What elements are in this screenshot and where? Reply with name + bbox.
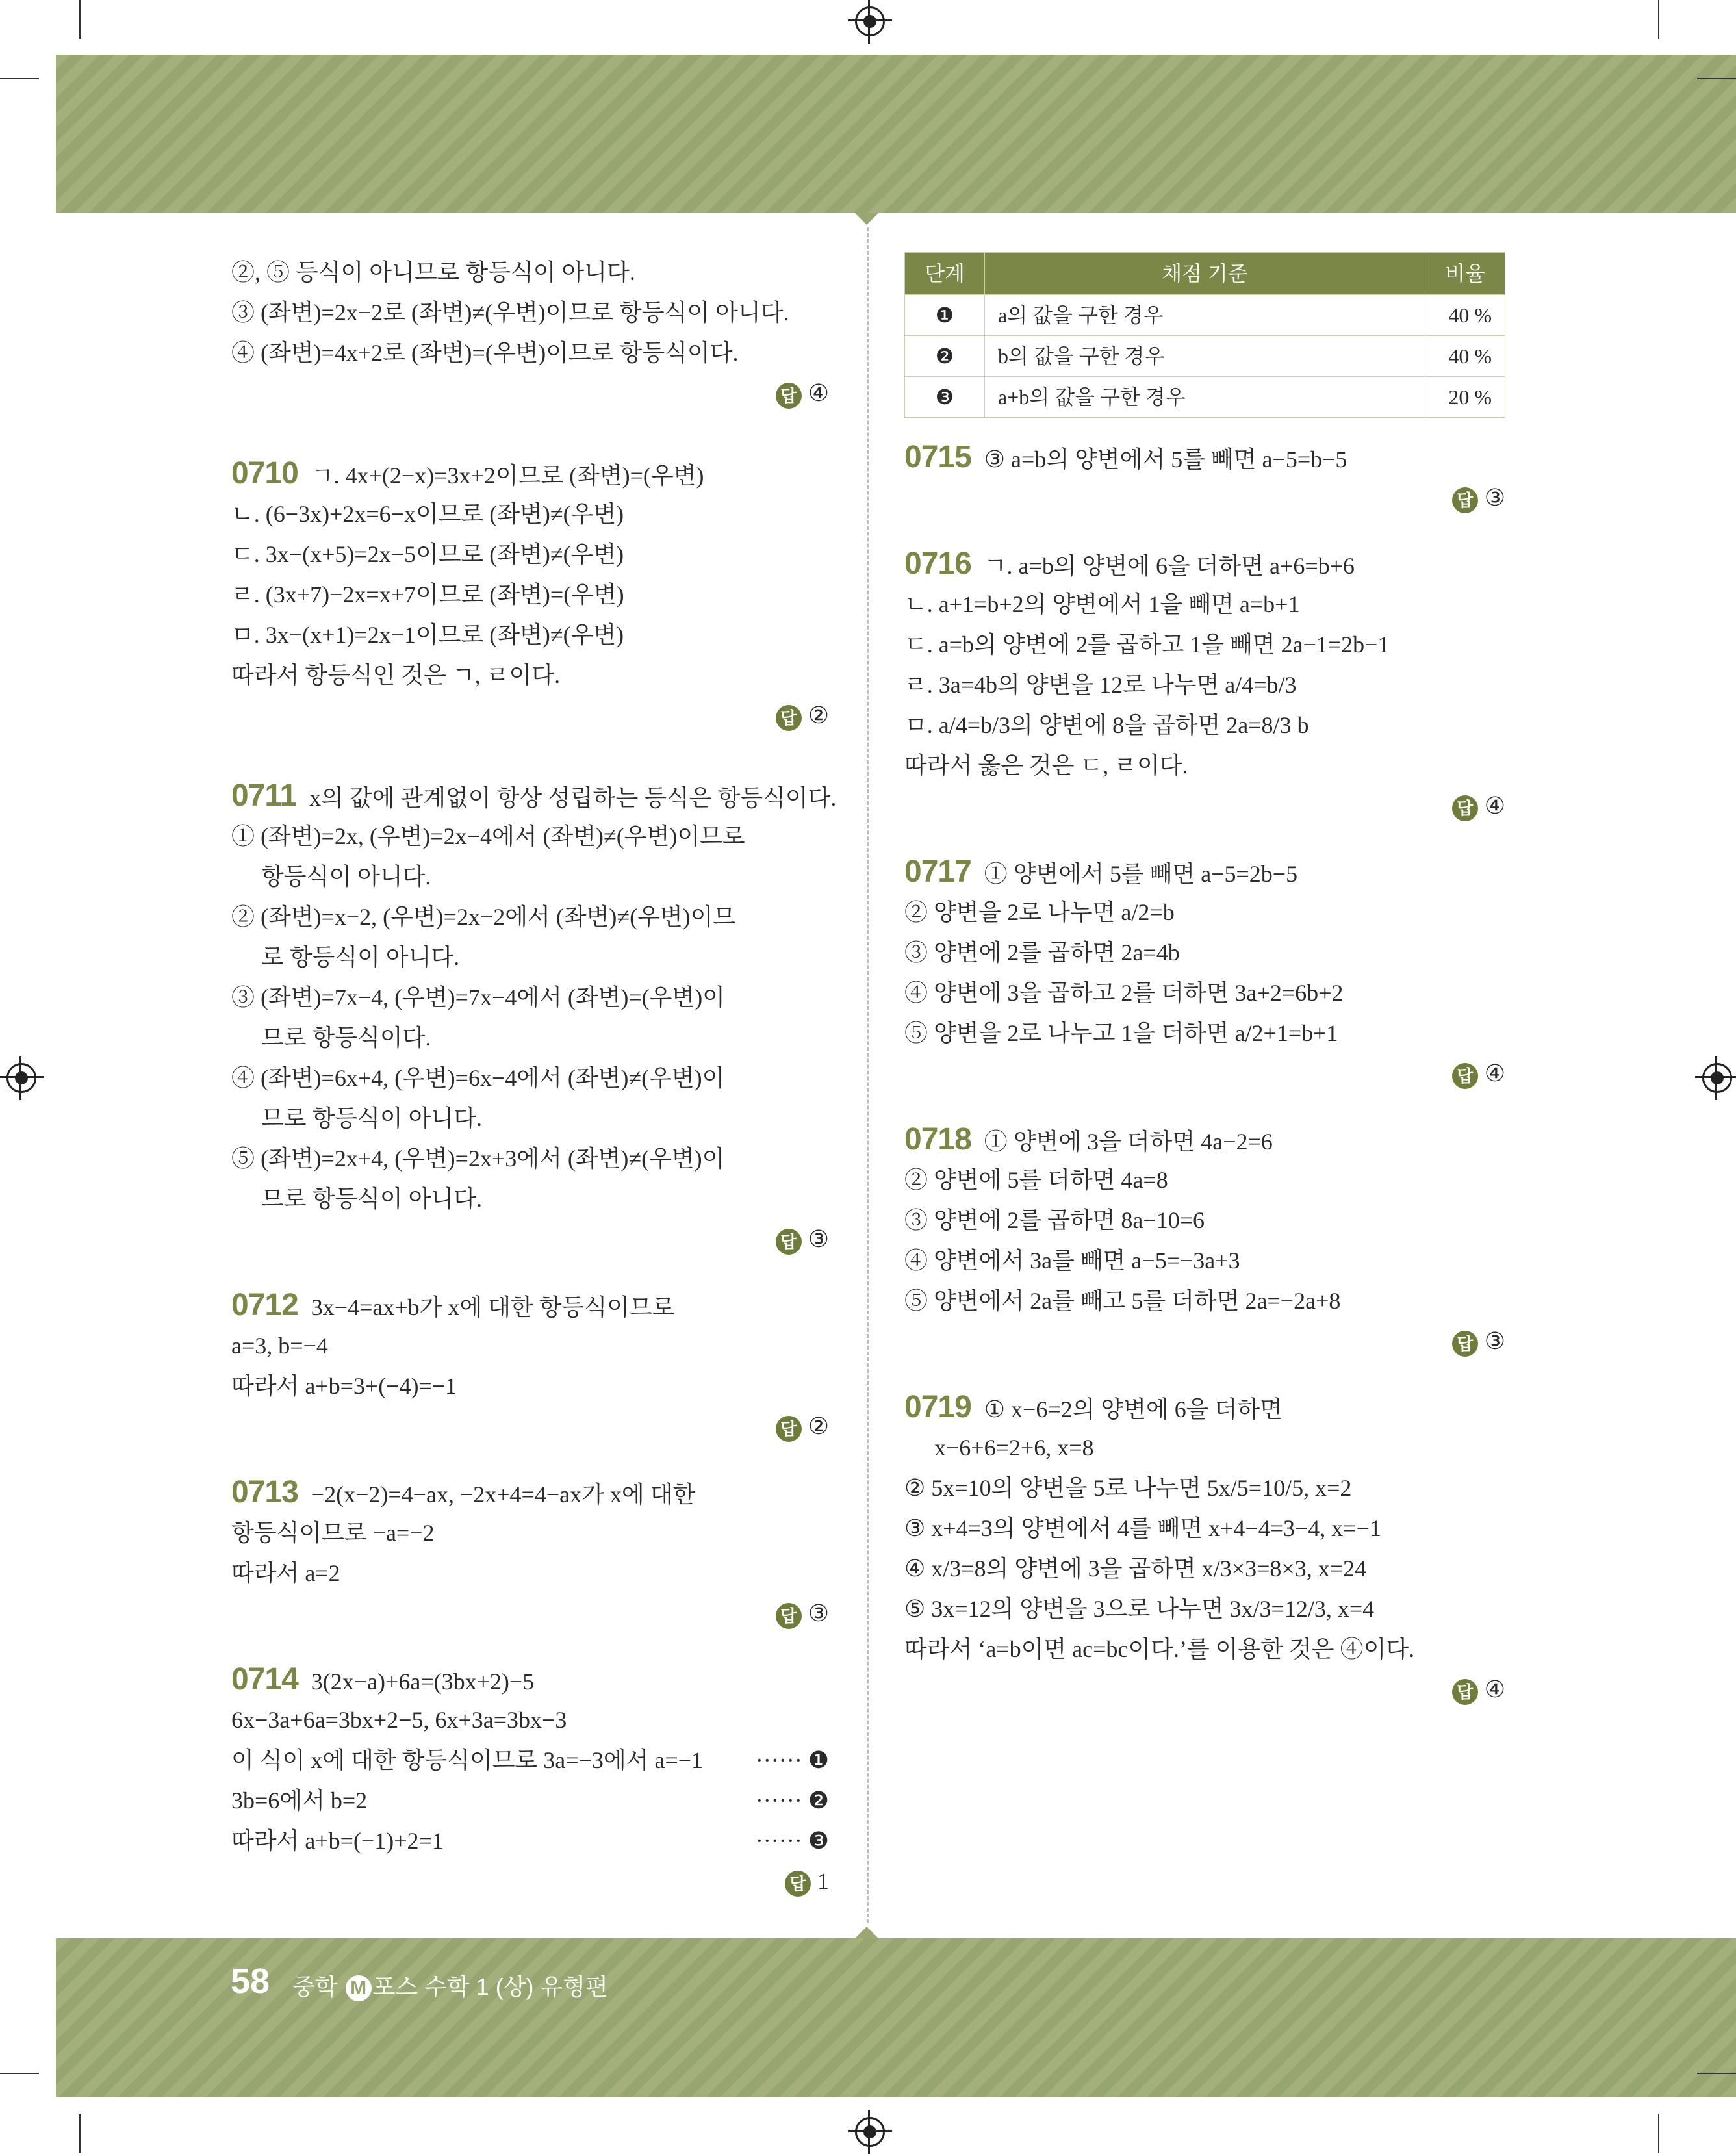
step-line xyxy=(231,1780,829,1821)
crop-mark xyxy=(1658,2114,1659,2153)
book-title-text: 포스 수학 1 (상) 유형편 xyxy=(372,1973,608,2000)
text-line: ③ x+4=3의 양변에서 4를 빼면 x+4−4=3−4, x=−1 xyxy=(904,1515,1381,1541)
problem-number: 0711 xyxy=(231,778,297,813)
text-line: ⑤ (좌변)=2x+4, (우변)=2x+3에서 (좌변)≠(우변)이 xyxy=(231,1146,725,1172)
table-cell: ❸ xyxy=(905,377,985,418)
problem-header xyxy=(231,1472,829,1513)
text-line: ④ (좌변)=4x+2로 (좌변)=(우변)이므로 항등식이다. xyxy=(231,340,739,366)
table-cell: 40 % xyxy=(1425,336,1505,377)
text-line: ⑤ 양변에서 2a를 빼고 5를 더하면 2a=−2a+8 xyxy=(904,1288,1341,1314)
text-line: ④ 양변에 3을 곱하고 2를 더하면 3a+2=6b+2 xyxy=(904,980,1344,1006)
answer-row xyxy=(231,1593,829,1634)
crop-mark xyxy=(79,2114,81,2153)
text-line: ㄴ. (6−3x)+2x=6−x이므로 (좌변)≠(우변) xyxy=(231,501,624,527)
text-line: 3(2x−a)+6a=(3bx+2)−5 xyxy=(311,1669,535,1695)
text-line: 므로 항등식이 아니다. xyxy=(261,1105,482,1131)
answer-row xyxy=(904,1053,1505,1094)
text-line: ㄱ. a=b의 양변에 6을 더하면 a+6=b+6 xyxy=(984,553,1355,579)
m-logo-icon: M xyxy=(346,1975,372,2001)
page-number: 58 xyxy=(231,1962,270,2001)
registration-mark-icon xyxy=(855,6,885,36)
answer-badge: 답 xyxy=(1452,1063,1478,1089)
table-cell: b의 값을 구한 경우 xyxy=(985,336,1425,377)
answer-row xyxy=(904,1321,1505,1361)
answer-row xyxy=(231,1406,829,1446)
answer-value: ② xyxy=(808,702,829,728)
text-line: 항등식이므로 −a=−2 xyxy=(231,1520,435,1546)
text-line: 따라서 ‘a=b이면 ac=bc이다.’를 이용한 것은 ④이다. xyxy=(904,1636,1415,1662)
crop-mark xyxy=(79,0,81,39)
text-line: 따라서 a+b=3+(−4)=−1 xyxy=(231,1373,457,1399)
answer-badge: 답 xyxy=(1452,795,1478,821)
problem-number: 0715 xyxy=(904,440,971,474)
table-row xyxy=(905,377,1505,418)
table-header: 채점 기준 xyxy=(985,253,1425,295)
table-cell: ❷ xyxy=(905,336,985,377)
table-cell: 40 % xyxy=(1425,295,1505,336)
footer-notch xyxy=(855,1927,878,1938)
header-band xyxy=(56,55,1736,213)
answer-badge: 답 xyxy=(776,1603,802,1629)
header-notch xyxy=(855,213,878,225)
text-line: ③ 양변에 2를 곱하면 8a−10=6 xyxy=(904,1207,1205,1233)
answer-badge: 답 xyxy=(776,383,802,409)
answer-badge: 답 xyxy=(785,1871,811,1897)
problem-number: 0718 xyxy=(904,1122,971,1157)
answer-value: ③ xyxy=(808,1226,829,1252)
text-line: −2(x−2)=4−ax, −2x+4=4−ax가 x에 대한 xyxy=(311,1481,696,1507)
footer-band xyxy=(56,1938,1736,2097)
step-text: 3b=6에서 b=2 xyxy=(231,1788,368,1814)
text-line: 따라서 a=2 xyxy=(231,1560,340,1586)
table-cell: a+b의 값을 구한 경우 xyxy=(985,377,1425,418)
table-cell: ❶ xyxy=(905,295,985,336)
table-cell: 20 % xyxy=(1425,377,1505,418)
step-line xyxy=(231,1740,829,1780)
text-line: ① 양변에 3을 더하면 4a−2=6 xyxy=(984,1129,1273,1155)
answer-value: ③ xyxy=(1484,1328,1505,1354)
answer-badge: 답 xyxy=(776,1229,802,1255)
answer-row xyxy=(231,1861,829,1901)
crop-mark xyxy=(0,78,39,79)
answer-value: ④ xyxy=(808,380,829,406)
text-line: ② (좌변)=x−2, (우변)=2x−2에서 (좌변)≠(우변)이므 xyxy=(231,904,736,930)
crop-mark xyxy=(1697,78,1736,79)
text-line: ③ 양변에 2를 곱하면 2a=4b xyxy=(904,940,1180,966)
text-line: ④ 양변에서 3a를 빼면 a−5=−3a+3 xyxy=(904,1248,1240,1274)
text-line: ④ x/3=8의 양변에 3을 곱하면 x/3×3=8×3, x=24 xyxy=(904,1556,1366,1582)
text-line: ① 양변에서 5를 빼면 a−5=2b−5 xyxy=(984,861,1298,887)
text-line: ㄷ. 3x−(x+5)=2x−5이므로 (좌변)≠(우변) xyxy=(231,541,624,567)
answer-badge: 답 xyxy=(1452,1679,1478,1705)
answer-badge: 답 xyxy=(776,705,802,731)
text-line: ② 양변을 2로 나누면 a/2=b xyxy=(904,899,1175,925)
text-line: ⑤ 양변을 2로 나누고 1을 더하면 a/2+1=b+1 xyxy=(904,1020,1338,1046)
book-title xyxy=(292,1969,608,2002)
column-divider xyxy=(867,227,869,1923)
problem-header xyxy=(904,1387,1505,1428)
registration-mark-icon xyxy=(1702,1063,1732,1093)
answer-value: 1 xyxy=(817,1868,829,1894)
text-line: ④ (좌변)=6x+4, (우변)=6x−4에서 (좌변)≠(우변)이 xyxy=(231,1065,725,1091)
text-line: ③ a=b의 양변에서 5를 빼면 a−5=b−5 xyxy=(984,446,1347,472)
answer-value: ② xyxy=(808,1413,829,1439)
left-column xyxy=(231,252,837,1901)
crop-mark xyxy=(0,2073,39,2074)
text-line: 따라서 항등식인 것은 ㄱ, ㄹ이다. xyxy=(231,662,561,688)
answer-row xyxy=(904,786,1505,826)
text-line: ① (좌변)=2x, (우변)=2x−4에서 (좌변)≠(우변)이므로 xyxy=(231,823,745,849)
text-line: ㄷ. a=b의 양변에 2를 곱하고 1을 빼면 2a−1=2b−1 xyxy=(904,632,1390,658)
text-line: ㅁ. a/4=b/3의 양변에 8을 곱하면 2a=8/3 b xyxy=(904,712,1309,738)
text-line: ②, ⑤ 등식이 아니므로 항등식이 아니다. xyxy=(231,259,635,285)
scoring-table xyxy=(904,252,1505,418)
table-row xyxy=(905,336,1505,377)
answer-row xyxy=(231,695,829,736)
text-line: 므로 항등식이다. xyxy=(261,1025,431,1051)
text-line: ③ (좌변)=7x−4, (우변)=7x−4에서 (좌변)=(우변)이 xyxy=(231,984,725,1010)
table-cell: a의 값을 구한 경우 xyxy=(985,295,1425,336)
text-line: ② 양변에 5를 더하면 4a=8 xyxy=(904,1167,1168,1193)
step-line xyxy=(231,1821,829,1861)
text-line: 3x−4=ax+b가 x에 대한 항등식이므로 xyxy=(311,1294,675,1320)
problem-header xyxy=(904,1120,1505,1160)
answer-badge: 답 xyxy=(1452,1331,1478,1357)
registration-mark-icon xyxy=(6,1063,36,1093)
text-line: x의 값에 관계없이 항상 성립하는 등식은 항등식이다. xyxy=(309,785,837,811)
answer-badge: 답 xyxy=(1452,487,1478,513)
text-line: 6x−3a+6a=3bx+2−5, 6x+3a=3bx−3 xyxy=(231,1707,567,1733)
text-line: 므로 항등식이 아니다. xyxy=(261,1186,482,1212)
problem-header xyxy=(231,776,837,816)
problem-number: 0710 xyxy=(231,456,298,491)
text-line: ㅁ. 3x−(x+1)=2x−1이므로 (좌변)≠(우변) xyxy=(231,622,624,648)
problem-header xyxy=(231,1660,829,1700)
text-line: 로 항등식이 아니다. xyxy=(261,944,460,970)
text-line: ② 5x=10의 양변을 5로 나누면 5x/5=10/5, x=2 xyxy=(904,1475,1352,1501)
text-line: a=3, b=−4 xyxy=(231,1333,328,1359)
crop-mark xyxy=(1658,0,1659,39)
problem-header xyxy=(904,852,1505,892)
step-marker: ······ ❶ xyxy=(755,1747,829,1773)
text-line: ① x−6=2의 양변에 6을 더하면 xyxy=(984,1396,1283,1422)
step-marker: ······ ❷ xyxy=(755,1788,829,1814)
table-header: 비율 xyxy=(1425,253,1505,295)
answer-row xyxy=(904,478,1505,518)
answer-badge: 답 xyxy=(776,1416,802,1442)
text-line: 항등식이 아니다. xyxy=(261,864,431,890)
crop-mark xyxy=(1697,2073,1736,2074)
step-text: 이 식이 x에 대한 항등식이므로 3a=−3에서 a=−1 xyxy=(231,1747,704,1773)
text-line: ⑤ 3x=12의 양변을 3으로 나누면 3x/3=12/3, x=4 xyxy=(904,1596,1375,1622)
answer-value: ④ xyxy=(1484,793,1505,819)
problem-header xyxy=(904,437,1505,478)
problem-number: 0719 xyxy=(904,1390,971,1424)
answer-value: ④ xyxy=(1484,1676,1505,1702)
book-prefix: 중학 xyxy=(292,1973,338,2000)
table-row xyxy=(905,295,1505,336)
text-line: ㄴ. a+1=b+2의 양변에서 1을 빼면 a=b+1 xyxy=(904,591,1300,617)
answer-value: ④ xyxy=(1484,1060,1505,1086)
text-line: ㄹ. (3x+7)−2x=x+7이므로 (좌변)=(우변) xyxy=(231,582,624,608)
problem-number: 0717 xyxy=(904,854,971,889)
problem-header xyxy=(904,544,1505,584)
text-line: ㄱ. 4x+(2−x)=3x+2이므로 (좌변)=(우변) xyxy=(311,463,704,489)
right-column xyxy=(904,252,1505,1710)
answer-row xyxy=(904,1669,1505,1710)
answer-row xyxy=(231,1219,829,1259)
text-line: ③ (좌변)=2x−2로 (좌변)≠(우변)이므로 항등식이 아니다. xyxy=(231,300,789,326)
text-line: x−6+6=2+6, x=8 xyxy=(934,1435,1094,1461)
problem-number: 0712 xyxy=(231,1288,298,1322)
problem-number: 0714 xyxy=(231,1662,298,1697)
problem-number: 0716 xyxy=(904,546,971,581)
answer-row xyxy=(231,373,829,413)
answer-value: ③ xyxy=(808,1600,829,1626)
table-header: 단계 xyxy=(905,253,985,295)
registration-mark-icon xyxy=(855,2117,885,2147)
text-line: ㄹ. 3a=4b의 양변을 12로 나누면 a/4=b/3 xyxy=(904,672,1297,698)
problem-header xyxy=(231,1285,829,1326)
problem-number: 0713 xyxy=(231,1475,298,1509)
step-marker: ······ ❸ xyxy=(755,1828,829,1854)
text-line: 따라서 옳은 것은 ㄷ, ㄹ이다. xyxy=(904,752,1188,778)
answer-value: ③ xyxy=(1484,485,1505,511)
problem-header xyxy=(231,454,829,494)
step-text: 따라서 a+b=(−1)+2=1 xyxy=(231,1828,444,1854)
